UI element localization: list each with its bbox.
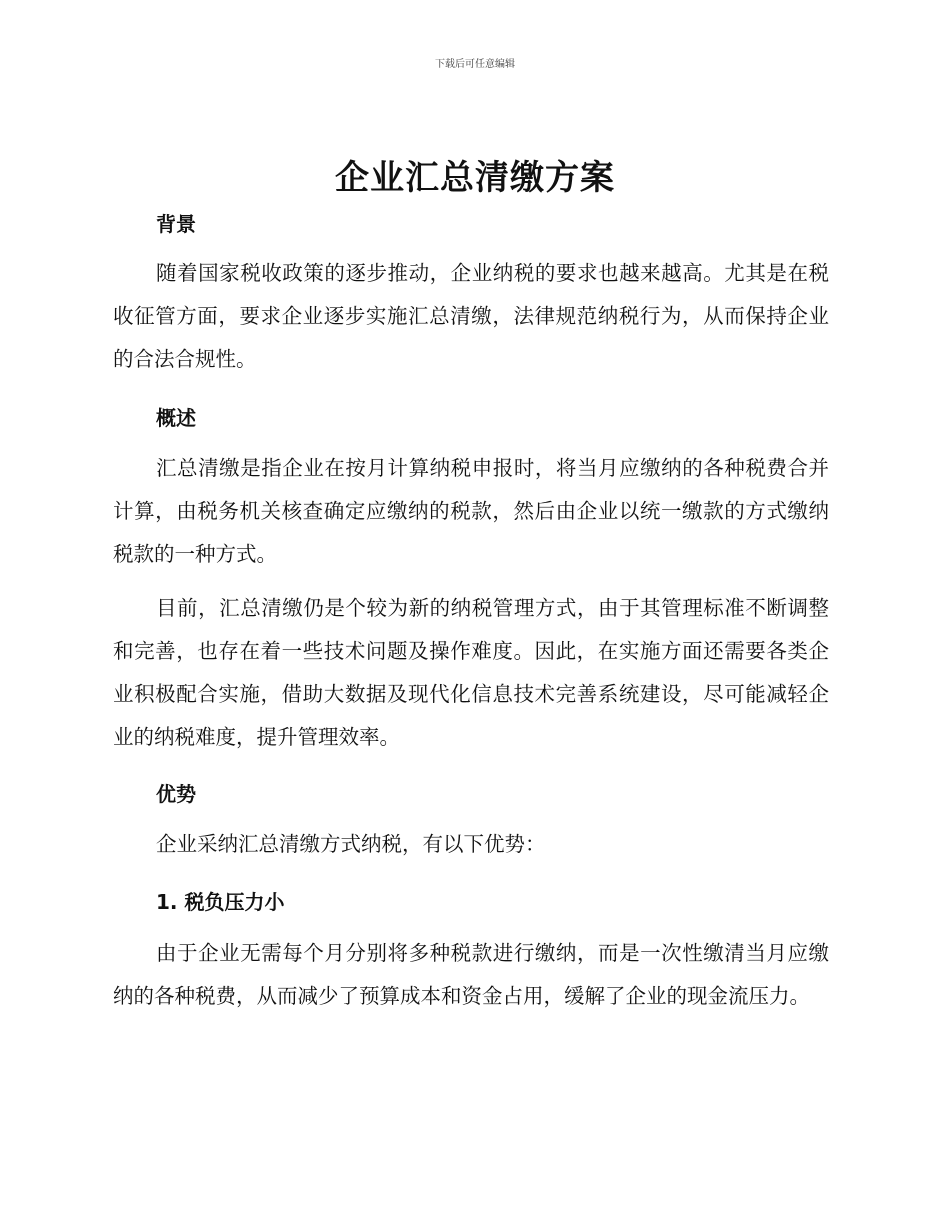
section-heading-overview: 概述: [156, 406, 196, 430]
paragraph-overview-2: 目前，汇总清缴仍是个较为新的纳税管理方式，由于其管理标准不断调整和完善，也存在着一些技术问题及操作难度。因此，在实施方面还需要各类企业积极配合实施，借助大数据及现代化信息技术完善系统建设，尽可能减轻企业的纳税难度，提升管理效率。: [113, 596, 829, 749]
section-heading-advantages: 优势: [156, 782, 196, 806]
paragraph-background: 随着国家税收政策的逐步推动，企业纳税的要求也越来越高。尤其是在税收征管方面，要求企业逐步实施汇总清缴，法律规范纳税行为，从而保持企业的合法合规性。: [113, 261, 829, 371]
paragraph-advantages-intro: 企业采纳汇总清缴方式纳税，有以下优势：: [156, 832, 546, 856]
paragraph-overview-1: 汇总清缴是指企业在按月计算纳税申报时，将当月应缴纳的各种税费合并计算，由税务机关核查确定应缴纳的税款，然后由企业以统一缴款的方式缴纳税款的一种方式。: [113, 456, 829, 566]
section-heading-background: 背景: [156, 212, 196, 236]
paragraph-advantage-1: 由于企业无需每个月分别将多种税款进行缴纳，而是一次性缴清当月应缴纳的各种税费，从而减少了预算成本和资金占用，缓解了企业的现金流压力。: [113, 941, 829, 1008]
subheading-advantage-1: 1. 税负压力小: [156, 890, 285, 914]
header-note: 下载后可任意编辑: [435, 59, 515, 70]
document-title: 企业汇总清缴方案: [335, 158, 615, 198]
